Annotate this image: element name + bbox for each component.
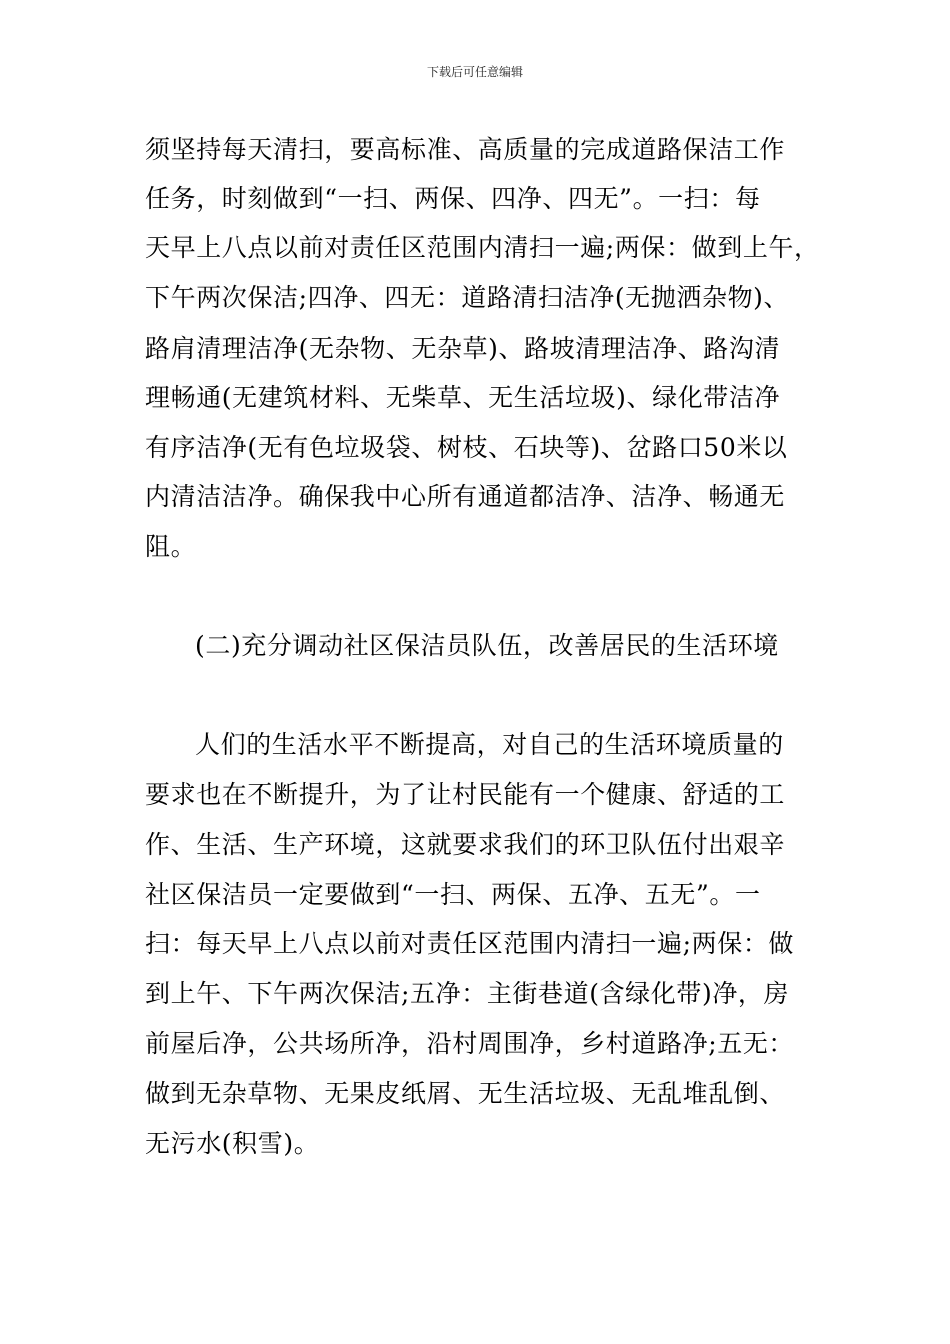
paragraph1-line: 须坚持每天清扫，要高标准、高质量的完成道路保洁工作 <box>145 135 786 164</box>
paragraph1-line: 任务，时刻做到“一扫、两保、四净、四无”。一扫：每 <box>145 184 761 213</box>
paragraph2-line: 扫：每天早上八点以前对责任区范围内清扫一遍;两保：做 <box>145 929 795 958</box>
paragraph2-line: 到上午、下午两次保洁;五净：主街巷道(含绿化带)净，房 <box>145 979 790 1008</box>
paragraph1-line: 路肩清理洁净(无杂物、无杂草)、路坡清理洁净、路沟清 <box>145 334 781 363</box>
page-header: 下载后可任意编辑 <box>426 65 523 79</box>
paragraph2-line: 社区保洁员一定要做到“一扫、两保、五净、五无”。一 <box>145 880 761 909</box>
paragraph1-line: 有序洁净(无有色垃圾袋、树枝、石块等)、岔路口50米以 <box>145 433 788 462</box>
paragraph2-line: 人们的生活水平不断提高，对自己的生活环境质量的 <box>195 730 784 759</box>
paragraph2-line: 要求也在不断提升，为了让村民能有一个健康、舒适的工 <box>145 780 786 809</box>
paragraph1-line: 理畅通(无建筑材料、无柴草、无生活垃圾)、绿化带洁净 <box>145 383 781 412</box>
paragraph1-line: 下午两次保洁;四净、四无：道路清扫洁净(无抛洒杂物)、 <box>145 283 790 312</box>
paragraph2-line: 前屋后净，公共场所净，沿村周围净，乡村道路净;五无： <box>145 1029 795 1058</box>
paragraph1-line: 阻。 <box>145 532 197 561</box>
section-heading: (二)充分调动社区保洁员队伍，改善居民的生活环境 <box>195 631 779 660</box>
paragraph2-line: 无污水(积雪)。 <box>145 1129 320 1158</box>
paragraph2-line: 作、生活、生产环境，这就要求我们的环卫队伍付出艰辛 <box>145 830 786 859</box>
paragraph1-line: 内清洁洁净。确保我中心所有通道都洁净、洁净、畅通无 <box>145 482 786 511</box>
paragraph2-line: 做到无杂草物、无果皮纸屑、无生活垃圾、无乱堆乱倒、 <box>145 1079 786 1108</box>
paragraph1-line: 天早上八点以前对责任区范围内清扫一遍;两保：做到上午， <box>145 233 820 262</box>
